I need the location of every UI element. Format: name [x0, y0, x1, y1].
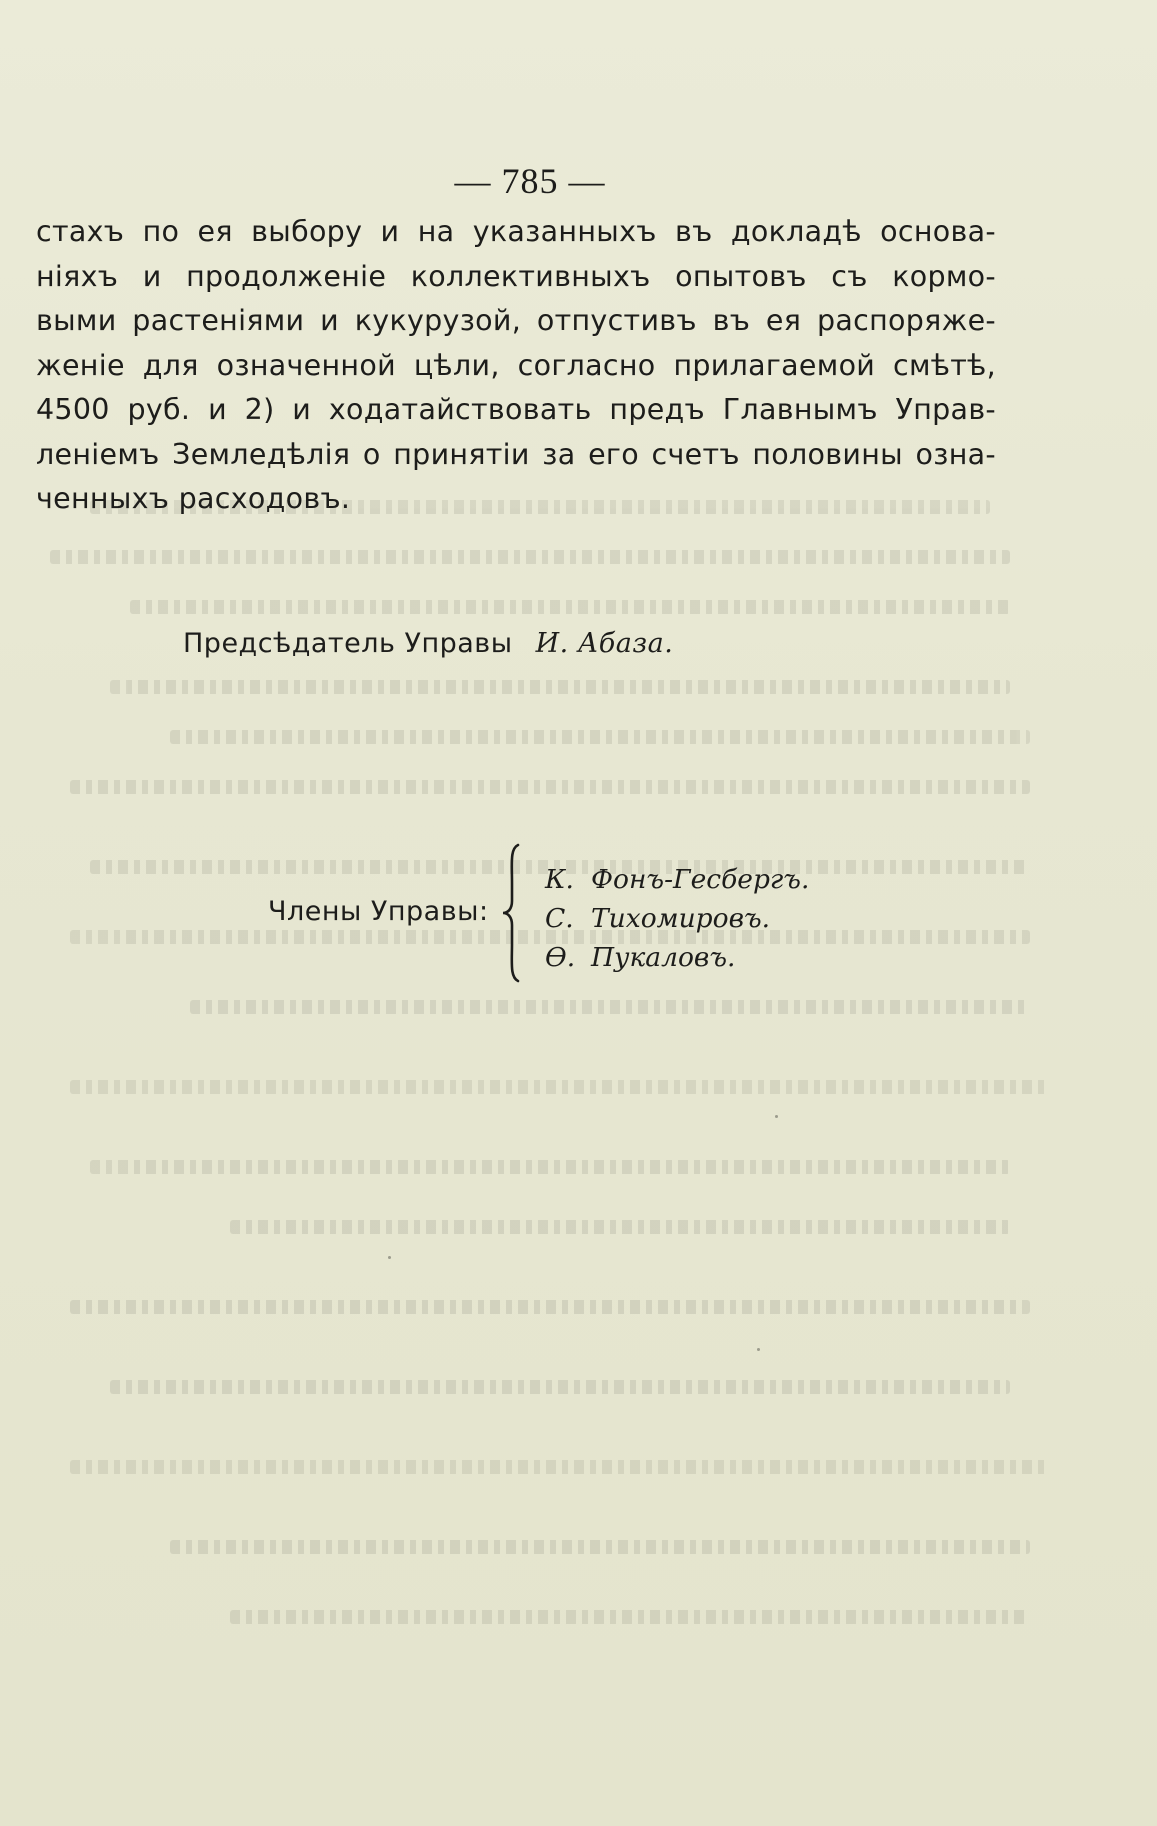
text-line: стахъ по ея выбору и на указанныхъ въ докладѣ основа-	[36, 215, 996, 248]
member-surname: Пукаловъ.	[591, 942, 736, 973]
chairman-name: И. Абаза.	[535, 628, 674, 659]
text-line: леніемъ Земледѣлія о принятіи за его счетъ половины озна-	[36, 437, 996, 471]
bleed-through-texture	[30, 480, 1120, 1680]
member-surname: Фонъ-Гесбергъ.	[591, 864, 810, 895]
chairman-title: Предсѣдатель Управы	[183, 628, 513, 659]
member-initial: С.	[545, 903, 574, 934]
member-entry	[545, 938, 809, 977]
member-initial: К.	[545, 864, 574, 895]
body-paragraph	[36, 210, 996, 522]
member-entry	[545, 899, 809, 938]
members-list	[545, 860, 809, 977]
text-line: выми растеніями и кукурузой, отпустивъ въ ея распоряже-	[36, 304, 996, 337]
chairman-signature	[183, 628, 673, 659]
text-line: ченныхъ расходовъ.	[36, 482, 351, 515]
text-line: женіе для означенной цѣли, согласно прилагаемой смѣтѣ,	[36, 348, 996, 382]
paper-speck	[757, 1348, 760, 1351]
paper-speck	[775, 1115, 778, 1118]
member-surname: Тихомировъ.	[591, 903, 771, 934]
member-entry	[545, 860, 809, 899]
members-label: Члены Управы:	[268, 896, 489, 927]
curly-brace-icon	[500, 843, 524, 983]
text-line: 4500 руб. и 2) и ходатайствовать предъ Главнымъ Управ-	[36, 393, 996, 426]
page-number: — 785 —	[454, 161, 606, 201]
text-line: ніяхъ и продолженіе коллективныхъ опытовъ съ кормо-	[36, 259, 996, 293]
paper-speck	[388, 1256, 391, 1259]
member-initial: Ѳ.	[545, 942, 576, 973]
